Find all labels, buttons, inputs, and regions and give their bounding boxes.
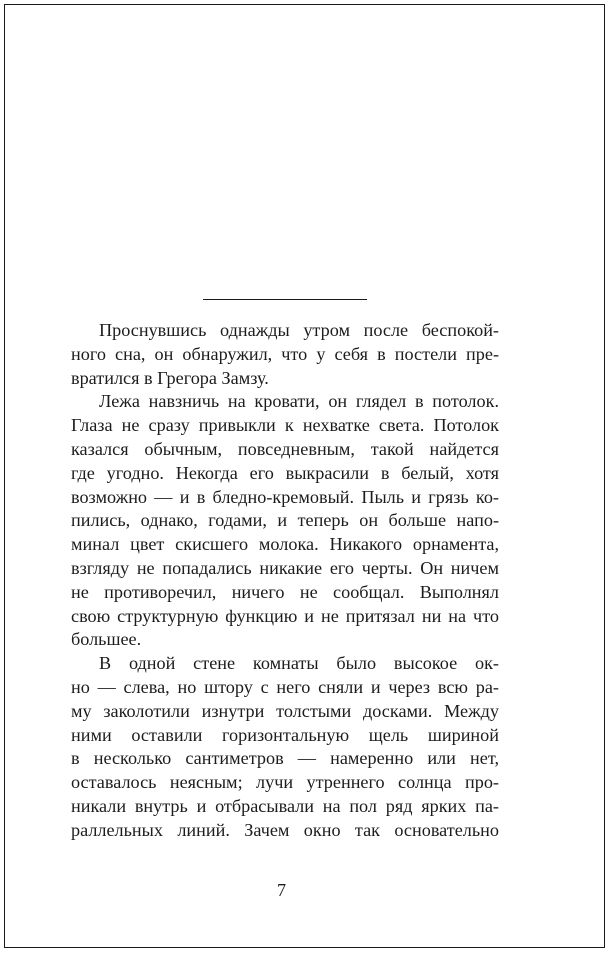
text-line: не противоречил, ничего не сообщал. Выполнял (71, 581, 499, 602)
text-line: казался обычным, повседневным, такой найдется (71, 438, 499, 459)
text-line: Проснувшись однажды утром после беспокой- (99, 320, 499, 340)
text-line: свою структурную функцию и не притязал ни на что (71, 605, 499, 626)
text-line: в несколько сантиметров — намеренно или нет, (71, 748, 499, 769)
text-line: ними оставили горизонтальную щель шириной (71, 724, 499, 745)
text-line: В одной стене комнаты было высокое ок- (99, 653, 499, 674)
text-line: му заколотили изнутри толстыми досками. Между (71, 700, 499, 721)
text-line: взгляду не попадались никакие его черты. Он ничем (71, 557, 499, 578)
text-line: никали внутрь и отбрасывали на пол ряд ярких па- (71, 795, 499, 816)
text-line: оставалось неясным; лучи утреннего солнца про- (71, 772, 499, 793)
page-number: 7 (276, 880, 287, 900)
text-line: пились, однако, годами, и теперь он больше напо- (71, 510, 499, 531)
body-text (71, 319, 499, 843)
text-line: Лежа навзничь на кровати, он глядел в потолок. (99, 391, 499, 412)
text-line: где угодно. Некогда его выкрасили в белый, хотя (71, 462, 499, 483)
text-line: вратился в Грегора Замзу. (71, 367, 269, 388)
text-line: минал цвет скисшего молока. Никакого орнамента, (71, 534, 499, 555)
text-line: большее. (71, 629, 142, 650)
text-line: ного сна, он обнаружил, что у себя в постели пре- (71, 343, 499, 364)
text-line: раллельных линий. Зачем окно так основательно (71, 819, 499, 840)
text-line: возможно — и в бледно-кремовый. Пыль и грязь ко- (71, 486, 499, 507)
text-line: но — слева, но штору с него сняли и через всю ра- (71, 676, 499, 697)
text-line: Глаза не сразу привыкли к нехватке света. Потолок (71, 415, 499, 436)
section-divider (203, 299, 367, 300)
